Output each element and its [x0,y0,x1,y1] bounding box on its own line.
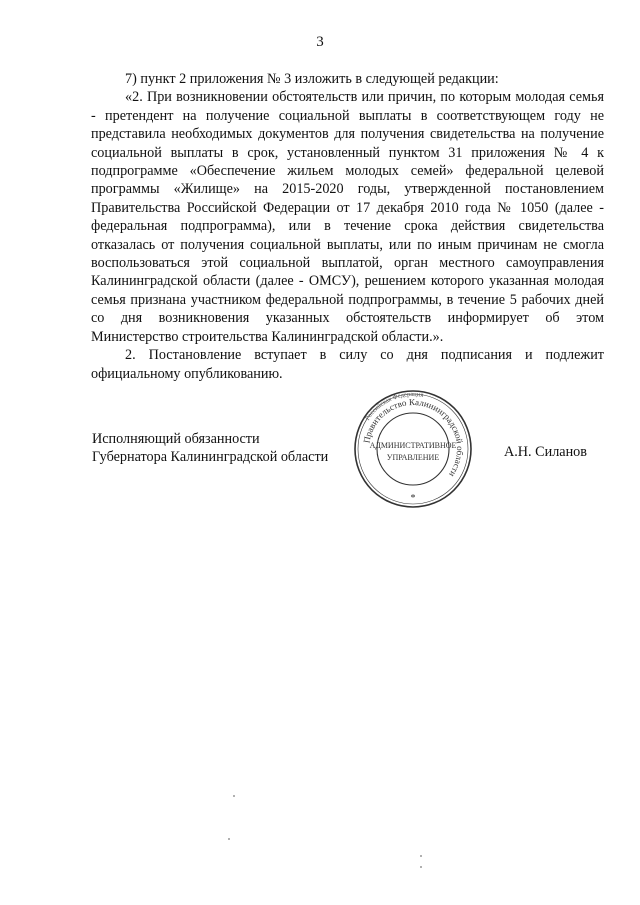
paragraph-amendment-text: «2. При возникновении обстоятельств или причин, по которым молодая семья - претендент на получение социальной выплаты в соответствующем году не представила необходимых документов для получения свидетельства на получение социальной выплаты в срок, установленный пунктом 31 приложения № 4 к подпрограмме «Обеспечение жильем молодых семей» федеральной целевой программы «Жилище» на 2015-2020 годы, утвержденной постановлением Правительства Российской Федерации от 17 декабря 2010 года № 1050 (далее - федеральная подпрограмма), или в течение срока действия свидетельства отказалась от получения социальной выплаты, или по иным причинам не смогла воспользоваться этой социальной выплатой, орган местного самоуправления Калининградской области (далее - ОМСУ), решением которого указанная молодая семья признана участником федеральной подпрограммы, в течение 5 рабочих дней со дня возникновения указанных обстоятельств информирует об этом Министерство строительства Калининградской области.». [91,89,604,345]
official-seal-stamp [352,388,474,510]
stamp-center-line-1: АДМИНИСТРАТИВНОЕ [369,441,457,450]
signatory-title-line-2: Губернатора Калининградской области [92,449,329,466]
paragraph-amendment-intro: 7) пункт 2 приложения № 3 изложить в следующей редакции: [125,71,499,87]
stamp-outer-ring-text: Российская Федерация [364,390,424,422]
stamp-center-line-2: УПРАВЛЕНИЕ [386,453,440,462]
stamp-ring-text: Правительство Калининградской области [361,396,466,479]
paragraph-effective-date: 2. Постановление вступает в силу со дня подписания и подлежит официальному опубликованию. [91,347,604,382]
signatory-name: А.Н. Силанов [504,444,587,460]
stamp-star-icon: * [410,493,416,504]
document-body [91,70,604,383]
signatory-title-line-1: Исполняющий обязанности [92,431,260,447]
page-number: 3 [316,34,324,50]
signatory-title [92,430,328,467]
